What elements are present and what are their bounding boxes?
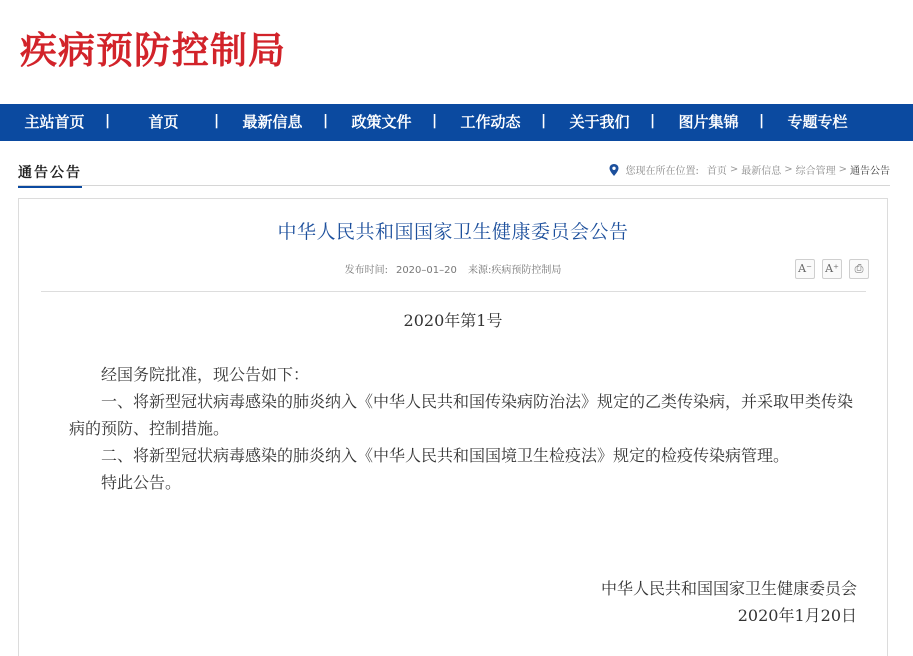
breadcrumb-prefix: 您现在所在位置:	[625, 166, 699, 177]
article-body	[69, 361, 859, 496]
site-header	[0, 0, 913, 104]
breadcrumb-general[interactable]: 综合管理	[795, 166, 836, 177]
breadcrumb-latest[interactable]: 最新信息	[741, 166, 782, 177]
main-nav: 主站首页 | 首页 | 最新信息 | 政策文件 | 工作动态 | 关于我们 | 图片集锦 | 专题专栏	[0, 104, 913, 141]
breadcrumb-current[interactable]: 通告公告	[850, 166, 890, 177]
paragraph: 特此公告。	[101, 473, 182, 492]
publish-date-label: 发布时间:	[344, 265, 388, 276]
map-pin-icon	[609, 164, 619, 176]
breadcrumb-separator: >	[729, 164, 739, 175]
signature	[601, 575, 857, 629]
breadcrumb	[609, 162, 890, 177]
nav-item-policy[interactable]: 政策文件	[351, 113, 412, 131]
site-title: 疾病预防控制局	[20, 28, 286, 72]
breadcrumb-separator: >	[784, 164, 793, 175]
nav-item-main-home[interactable]: 主站首页	[24, 113, 85, 131]
font-smaller-button[interactable]: A⁻	[795, 259, 815, 279]
breadcrumb-separator: >	[838, 164, 847, 175]
nav-item-topics[interactable]: 专题专栏	[787, 113, 848, 131]
section-header	[18, 160, 890, 186]
signature-org: 中华人民共和国国家卫生健康委员会	[600, 579, 857, 598]
paragraph: 一、将新型冠状病毒感染的肺炎纳入《中华人民共和国传染病防治法》规定的乙类传染病，并采取甲类传染病的预防、控制措施。	[69, 392, 854, 438]
paragraph: 经国务院批准，现公告如下：	[101, 365, 310, 384]
article-meta	[19, 261, 887, 276]
nav-item-home[interactable]: 首页	[148, 113, 179, 131]
publish-date: 2020–01–20	[395, 265, 457, 276]
divider	[41, 291, 866, 292]
section-label: 通告公告	[18, 162, 82, 188]
signature-date: 2020年1月20日	[737, 606, 857, 625]
paragraph: 二、将新型冠状病毒感染的肺炎纳入《中华人民共和国国境卫生检疫法》规定的检疫传染病管理。	[101, 446, 790, 465]
source: 疾病预防控制局	[491, 265, 562, 276]
source-label: 来源:	[468, 265, 492, 276]
article-tools	[795, 259, 869, 279]
article-title: 中华人民共和国国家卫生健康委员会公告	[277, 221, 629, 243]
font-larger-button[interactable]: A⁺	[822, 259, 842, 279]
print-icon[interactable]: ⎙	[849, 259, 869, 279]
nav-item-latest[interactable]: 最新信息	[242, 113, 303, 131]
article-container	[18, 198, 888, 656]
nav-item-about[interactable]: 关于我们	[569, 113, 630, 131]
nav-item-work[interactable]: 工作动态	[460, 113, 521, 131]
nav-item-gallery[interactable]: 图片集锦	[678, 113, 739, 131]
document-number: 2020年第1号	[403, 311, 503, 330]
breadcrumb-home[interactable]: 首页	[706, 166, 727, 177]
